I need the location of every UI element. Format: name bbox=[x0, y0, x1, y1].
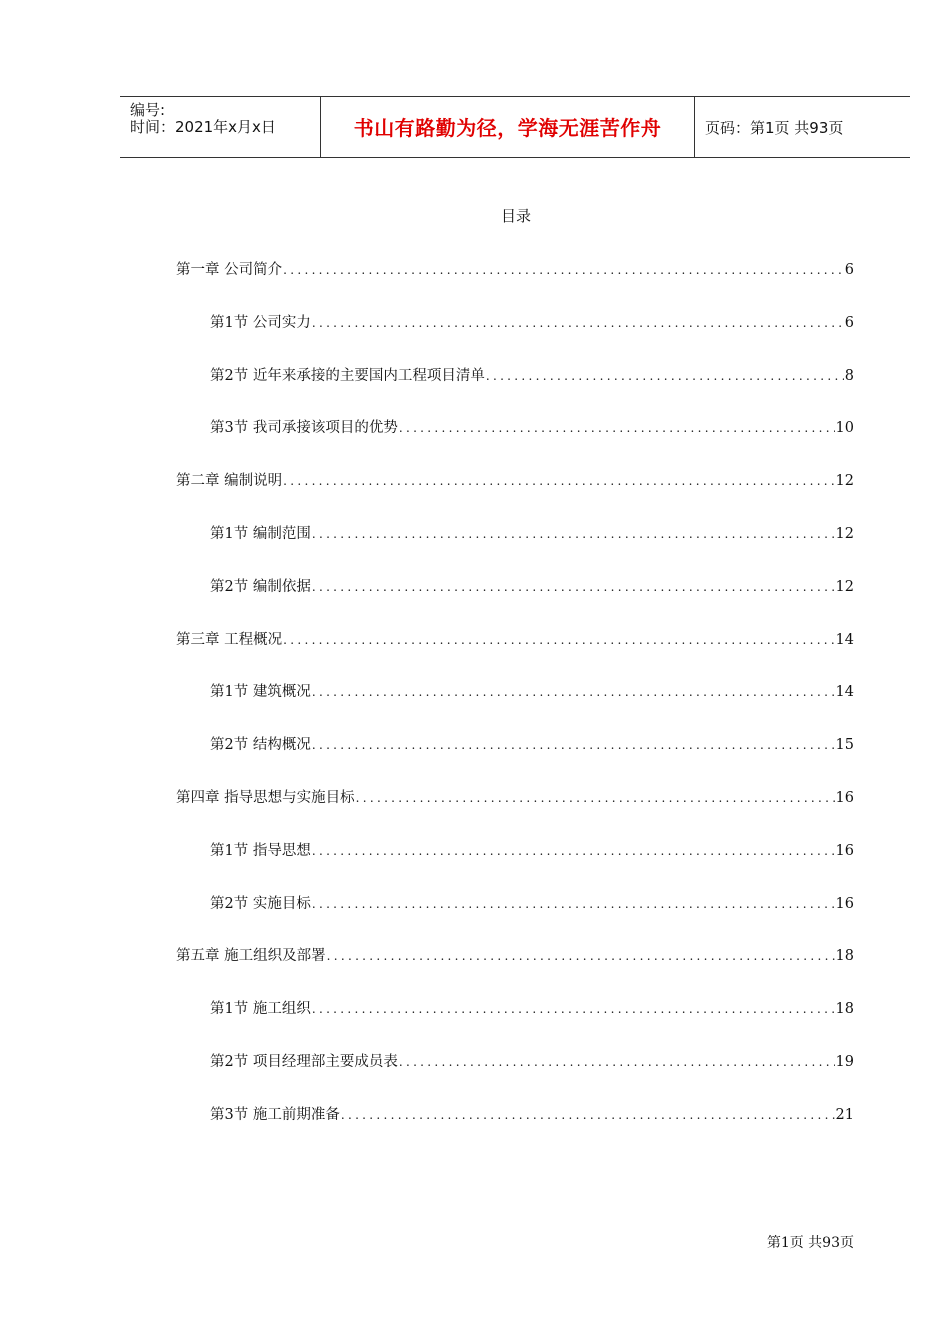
toc-leader-dots bbox=[312, 580, 835, 594]
toc-chapter-entry[interactable] bbox=[176, 469, 854, 491]
toc-entry-page: 6 bbox=[844, 314, 854, 331]
toc-leader-dots bbox=[283, 263, 844, 277]
toc-entry-page: 12 bbox=[835, 578, 854, 595]
toc-entry-label: 第2节 编制依据 bbox=[210, 578, 311, 595]
toc-chapter-entry[interactable] bbox=[176, 944, 854, 966]
toc-chapter-entry[interactable] bbox=[176, 628, 854, 650]
toc-section-entry[interactable] bbox=[210, 1103, 854, 1125]
toc-leader-dots bbox=[399, 1055, 835, 1069]
toc-chapter-entry[interactable] bbox=[176, 258, 854, 280]
toc-leader-dots bbox=[283, 474, 834, 488]
toc-section-entry[interactable] bbox=[210, 733, 854, 755]
toc-entry-label: 第1节 公司实力 bbox=[210, 314, 311, 331]
toc-leader-dots bbox=[327, 949, 835, 963]
toc-entry-label: 第3节 我司承接该项目的优势 bbox=[210, 420, 398, 437]
toc-entry-page: 18 bbox=[835, 948, 854, 965]
toc-entry-label: 第1节 编制范围 bbox=[210, 526, 311, 542]
footer-page-number: 第1页 共93页 bbox=[766, 1235, 854, 1251]
toc-entry-page: 18 bbox=[835, 1001, 854, 1018]
toc-entry-page: 12 bbox=[835, 526, 854, 542]
toc-section-entry[interactable] bbox=[210, 997, 854, 1019]
toc-leader-dots bbox=[312, 844, 835, 858]
header-motto: 书山有路勤为径，学海无涯苦作舟 bbox=[353, 116, 662, 140]
toc-section-entry[interactable] bbox=[210, 311, 854, 333]
document-number-label: 编号: bbox=[130, 101, 166, 119]
toc-entry-label: 第二章 编制说明 bbox=[176, 473, 283, 490]
toc-entry-page: 16 bbox=[835, 895, 854, 912]
toc-leader-dots bbox=[283, 633, 834, 647]
header-motto-cell bbox=[321, 97, 695, 157]
toc-leader-dots bbox=[486, 369, 844, 383]
toc-entry-page: 6 bbox=[844, 262, 854, 278]
toc-leader-dots bbox=[312, 897, 835, 911]
header-info-cell bbox=[120, 97, 321, 157]
toc-entry-label: 第四章 指导思想与实施目标 bbox=[176, 790, 355, 806]
toc-entry-page: 15 bbox=[835, 737, 854, 754]
document-time-label: 时间：2021年x月x日 bbox=[130, 118, 276, 136]
toc-entry-label: 第1节 指导思想 bbox=[210, 842, 311, 859]
toc-entry-label: 第2节 结构概况 bbox=[210, 737, 311, 754]
toc-leader-dots bbox=[341, 1108, 835, 1122]
toc-leader-dots bbox=[312, 527, 835, 541]
toc-section-entry[interactable] bbox=[210, 1050, 854, 1072]
toc-section-entry[interactable] bbox=[210, 575, 854, 597]
toc-entry-page: 12 bbox=[835, 473, 854, 490]
toc-entry-label: 第三章 工程概况 bbox=[176, 631, 283, 648]
toc-entry-page: 19 bbox=[835, 1054, 854, 1070]
toc-section-entry[interactable] bbox=[210, 364, 854, 386]
toc-chapter-entry[interactable] bbox=[176, 786, 854, 808]
toc-entry-label: 第1节 建筑概况 bbox=[210, 684, 311, 701]
toc-entry-page: 10 bbox=[835, 420, 854, 437]
page-header bbox=[120, 96, 910, 158]
toc-leader-dots bbox=[312, 316, 844, 330]
toc-leader-dots bbox=[399, 421, 835, 435]
toc-entry-page: 16 bbox=[835, 842, 854, 859]
toc-entry-label: 第2节 近年来承接的主要国内工程项目清单 bbox=[210, 367, 485, 384]
toc-entry-label: 第3节 施工前期准备 bbox=[210, 1106, 340, 1123]
toc-entry-label: 第1节 施工组织 bbox=[210, 1001, 311, 1018]
toc-section-entry[interactable] bbox=[210, 892, 854, 914]
toc-entry-label: 第2节 实施目标 bbox=[210, 895, 311, 912]
toc-entry-label: 第一章 公司简介 bbox=[176, 262, 283, 278]
toc-entry-page: 14 bbox=[835, 631, 854, 648]
toc-entry-page: 21 bbox=[835, 1106, 854, 1123]
toc-section-entry[interactable] bbox=[210, 839, 854, 861]
toc-leader-dots bbox=[312, 685, 835, 699]
toc-section-entry[interactable] bbox=[210, 680, 854, 702]
toc-title: 目录 bbox=[500, 207, 531, 225]
toc-entry-page: 14 bbox=[835, 684, 854, 701]
toc-leader-dots bbox=[312, 738, 835, 752]
header-page-number: 页码：第1页 共93页 bbox=[705, 119, 844, 137]
toc-leader-dots bbox=[356, 791, 835, 805]
toc-entry-label: 第2节 项目经理部主要成员表 bbox=[210, 1054, 398, 1070]
toc-section-entry[interactable] bbox=[210, 416, 854, 438]
toc-section-entry[interactable] bbox=[210, 522, 854, 544]
toc-entry-page: 16 bbox=[835, 790, 854, 806]
toc-leader-dots bbox=[312, 1002, 835, 1016]
toc-entry-label: 第五章 施工组织及部署 bbox=[176, 948, 326, 965]
toc-entry-page: 8 bbox=[844, 367, 854, 384]
header-page-cell bbox=[695, 97, 910, 157]
